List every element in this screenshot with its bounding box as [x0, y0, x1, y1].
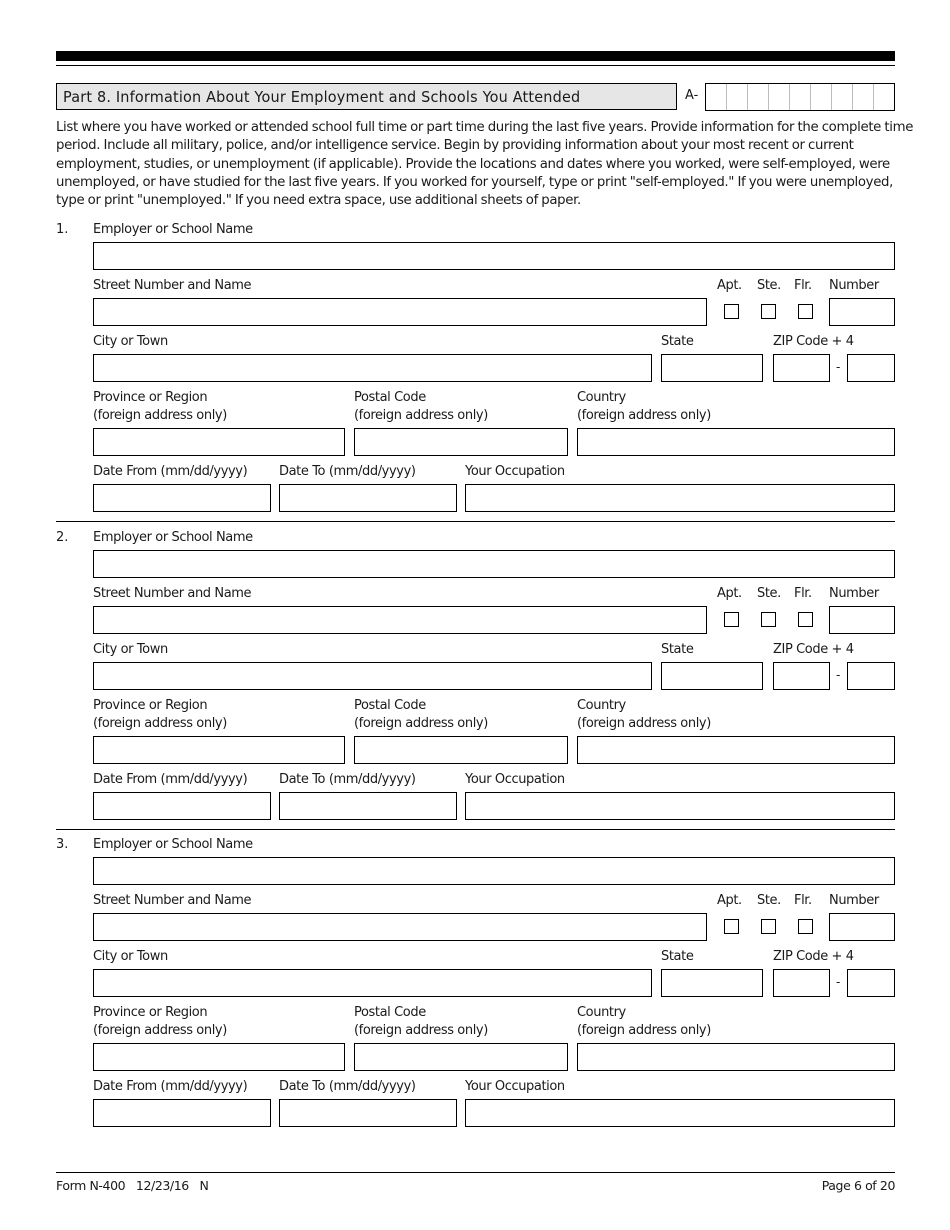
zip-label: ZIP Code + 4 [773, 949, 854, 964]
apt-checkbox[interactable] [724, 304, 739, 319]
ste-label: Ste. [757, 586, 781, 601]
country-label: Country [577, 698, 626, 713]
city-input[interactable] [93, 969, 652, 997]
a-number-cell[interactable] [832, 84, 853, 110]
employment-entry [0, 837, 950, 1145]
postal-label: Postal Code [354, 1005, 426, 1020]
street-input[interactable] [93, 913, 707, 941]
employer-label: Employer or School Name [93, 837, 253, 852]
form-id: Form N-400 12/23/16 N [56, 1178, 209, 1193]
zip-input[interactable] [773, 969, 830, 997]
postal-note: (foreign address only) [354, 1023, 488, 1038]
city-input[interactable] [93, 354, 652, 382]
apt-label: Apt. [717, 278, 742, 293]
unit-number-input[interactable] [829, 606, 895, 634]
state-input[interactable] [661, 354, 763, 382]
province-label: Province or Region [93, 1005, 208, 1020]
city-label: City or Town [93, 949, 168, 964]
a-number-cell[interactable] [790, 84, 811, 110]
date-from-input[interactable] [93, 484, 271, 512]
flr-label: Flr. [794, 278, 812, 293]
date-from-label: Date From (mm/dd/yyyy) [93, 772, 248, 787]
date-to-label: Date To (mm/dd/yyyy) [279, 464, 416, 479]
instructions [56, 119, 914, 210]
flr-label: Flr. [794, 586, 812, 601]
zip-label: ZIP Code + 4 [773, 334, 854, 349]
top-rule-thin [56, 65, 895, 66]
instruction-line: employment, studies, or unemployment (if applicable). Provide the locations and dates where you worked, were self-employed, were [56, 156, 890, 172]
employment-entry [0, 222, 950, 530]
street-input[interactable] [93, 606, 707, 634]
apt-label: Apt. [717, 586, 742, 601]
country-input[interactable] [577, 1043, 895, 1071]
a-number-field[interactable] [705, 83, 895, 111]
city-input[interactable] [93, 662, 652, 690]
occupation-input[interactable] [465, 792, 895, 820]
part-title: Part 8. Information About Your Employment and Schools You Attended [63, 88, 581, 106]
a-number-cell[interactable] [811, 84, 832, 110]
employer-label: Employer or School Name [93, 222, 253, 237]
zip4-input[interactable] [847, 354, 895, 382]
ste-checkbox[interactable] [761, 919, 776, 934]
zip-label: ZIP Code + 4 [773, 642, 854, 657]
country-input[interactable] [577, 736, 895, 764]
state-input[interactable] [661, 969, 763, 997]
page-number: Page 6 of 20 [821, 1178, 895, 1193]
a-number-cell[interactable] [769, 84, 790, 110]
date-to-input[interactable] [279, 484, 457, 512]
country-note: (foreign address only) [577, 408, 711, 423]
occupation-input[interactable] [465, 1099, 895, 1127]
ste-label: Ste. [757, 893, 781, 908]
zip-dash: - [836, 668, 841, 682]
instruction-line: period. Include all military, police, and/or intelligence service. Begin by providing information about your most recent or current [56, 138, 854, 154]
instruction-line: type or print "unemployed." If you need extra space, use additional sheets of paper. [56, 193, 581, 209]
date-from-input[interactable] [93, 1099, 271, 1127]
section-divider [56, 521, 895, 522]
occupation-label: Your Occupation [465, 1079, 565, 1094]
province-label: Province or Region [93, 390, 208, 405]
state-label: State [661, 642, 694, 657]
a-number-label: A- [685, 88, 699, 103]
province-note: (foreign address only) [93, 408, 227, 423]
part-header [56, 83, 677, 110]
postal-note: (foreign address only) [354, 408, 488, 423]
province-input[interactable] [93, 736, 345, 764]
occupation-input[interactable] [465, 484, 895, 512]
province-input[interactable] [93, 1043, 345, 1071]
date-from-label: Date From (mm/dd/yyyy) [93, 1079, 248, 1094]
number-label: Number [829, 278, 879, 293]
top-rule-thick [56, 51, 895, 61]
employer-name-input[interactable] [93, 550, 895, 578]
entry-number: 3. [56, 837, 69, 852]
ste-label: Ste. [757, 278, 781, 293]
zip4-input[interactable] [847, 662, 895, 690]
postal-label: Postal Code [354, 698, 426, 713]
province-note: (foreign address only) [93, 716, 227, 731]
ste-checkbox[interactable] [761, 612, 776, 627]
zip4-input[interactable] [847, 969, 895, 997]
country-label: Country [577, 1005, 626, 1020]
a-number-cell[interactable] [727, 84, 748, 110]
number-label: Number [829, 586, 879, 601]
zip-input[interactable] [773, 354, 830, 382]
street-label: Street Number and Name [93, 893, 252, 908]
street-label: Street Number and Name [93, 278, 252, 293]
postal-code-input[interactable] [354, 428, 568, 456]
country-note: (foreign address only) [577, 716, 711, 731]
postal-note: (foreign address only) [354, 716, 488, 731]
country-input[interactable] [577, 428, 895, 456]
entry-number: 2. [56, 530, 69, 545]
postal-code-input[interactable] [354, 1043, 568, 1071]
number-label: Number [829, 893, 879, 908]
footer-rule [56, 1172, 895, 1173]
ste-checkbox[interactable] [761, 304, 776, 319]
flr-label: Flr. [794, 893, 812, 908]
employment-entry [0, 530, 950, 838]
instruction-line: List where you have worked or attended school full time or part time during the last five years. Provide information for the complete time [56, 120, 914, 135]
country-label: Country [577, 390, 626, 405]
province-label: Province or Region [93, 698, 208, 713]
postal-label: Postal Code [354, 390, 426, 405]
occupation-label: Your Occupation [465, 464, 565, 479]
flr-checkbox[interactable] [798, 612, 813, 627]
apt-label: Apt. [717, 893, 742, 908]
postal-code-input[interactable] [354, 736, 568, 764]
apt-checkbox[interactable] [724, 919, 739, 934]
flr-checkbox[interactable] [798, 919, 813, 934]
unit-number-input[interactable] [829, 913, 895, 941]
occupation-label: Your Occupation [465, 772, 565, 787]
street-label: Street Number and Name [93, 586, 252, 601]
flr-checkbox[interactable] [798, 304, 813, 319]
zip-input[interactable] [773, 662, 830, 690]
apt-checkbox[interactable] [724, 612, 739, 627]
a-number-cell[interactable] [874, 84, 894, 110]
unit-number-input[interactable] [829, 298, 895, 326]
a-number-cell[interactable] [853, 84, 874, 110]
a-number-cell[interactable] [748, 84, 769, 110]
date-to-input[interactable] [279, 1099, 457, 1127]
state-label: State [661, 949, 694, 964]
province-note: (foreign address only) [93, 1023, 227, 1038]
section-divider [56, 829, 895, 830]
date-to-label: Date To (mm/dd/yyyy) [279, 772, 416, 787]
zip-dash: - [836, 360, 841, 374]
city-label: City or Town [93, 642, 168, 657]
employer-label: Employer or School Name [93, 530, 253, 545]
date-to-input[interactable] [279, 792, 457, 820]
employer-name-input[interactable] [93, 857, 895, 885]
city-label: City or Town [93, 334, 168, 349]
state-label: State [661, 334, 694, 349]
province-input[interactable] [93, 428, 345, 456]
zip-dash: - [836, 975, 841, 989]
a-number-cell[interactable] [706, 84, 727, 110]
date-from-label: Date From (mm/dd/yyyy) [93, 464, 248, 479]
date-from-input[interactable] [93, 792, 271, 820]
date-to-label: Date To (mm/dd/yyyy) [279, 1079, 416, 1094]
entry-number: 1. [56, 222, 69, 237]
country-note: (foreign address only) [577, 1023, 711, 1038]
street-input[interactable] [93, 298, 707, 326]
instruction-line: unemployed, or have studied for the last five years. If you worked for yourself, type or print "self-employed." If you were unemployed, [56, 174, 893, 190]
employer-name-input[interactable] [93, 242, 895, 270]
state-input[interactable] [661, 662, 763, 690]
